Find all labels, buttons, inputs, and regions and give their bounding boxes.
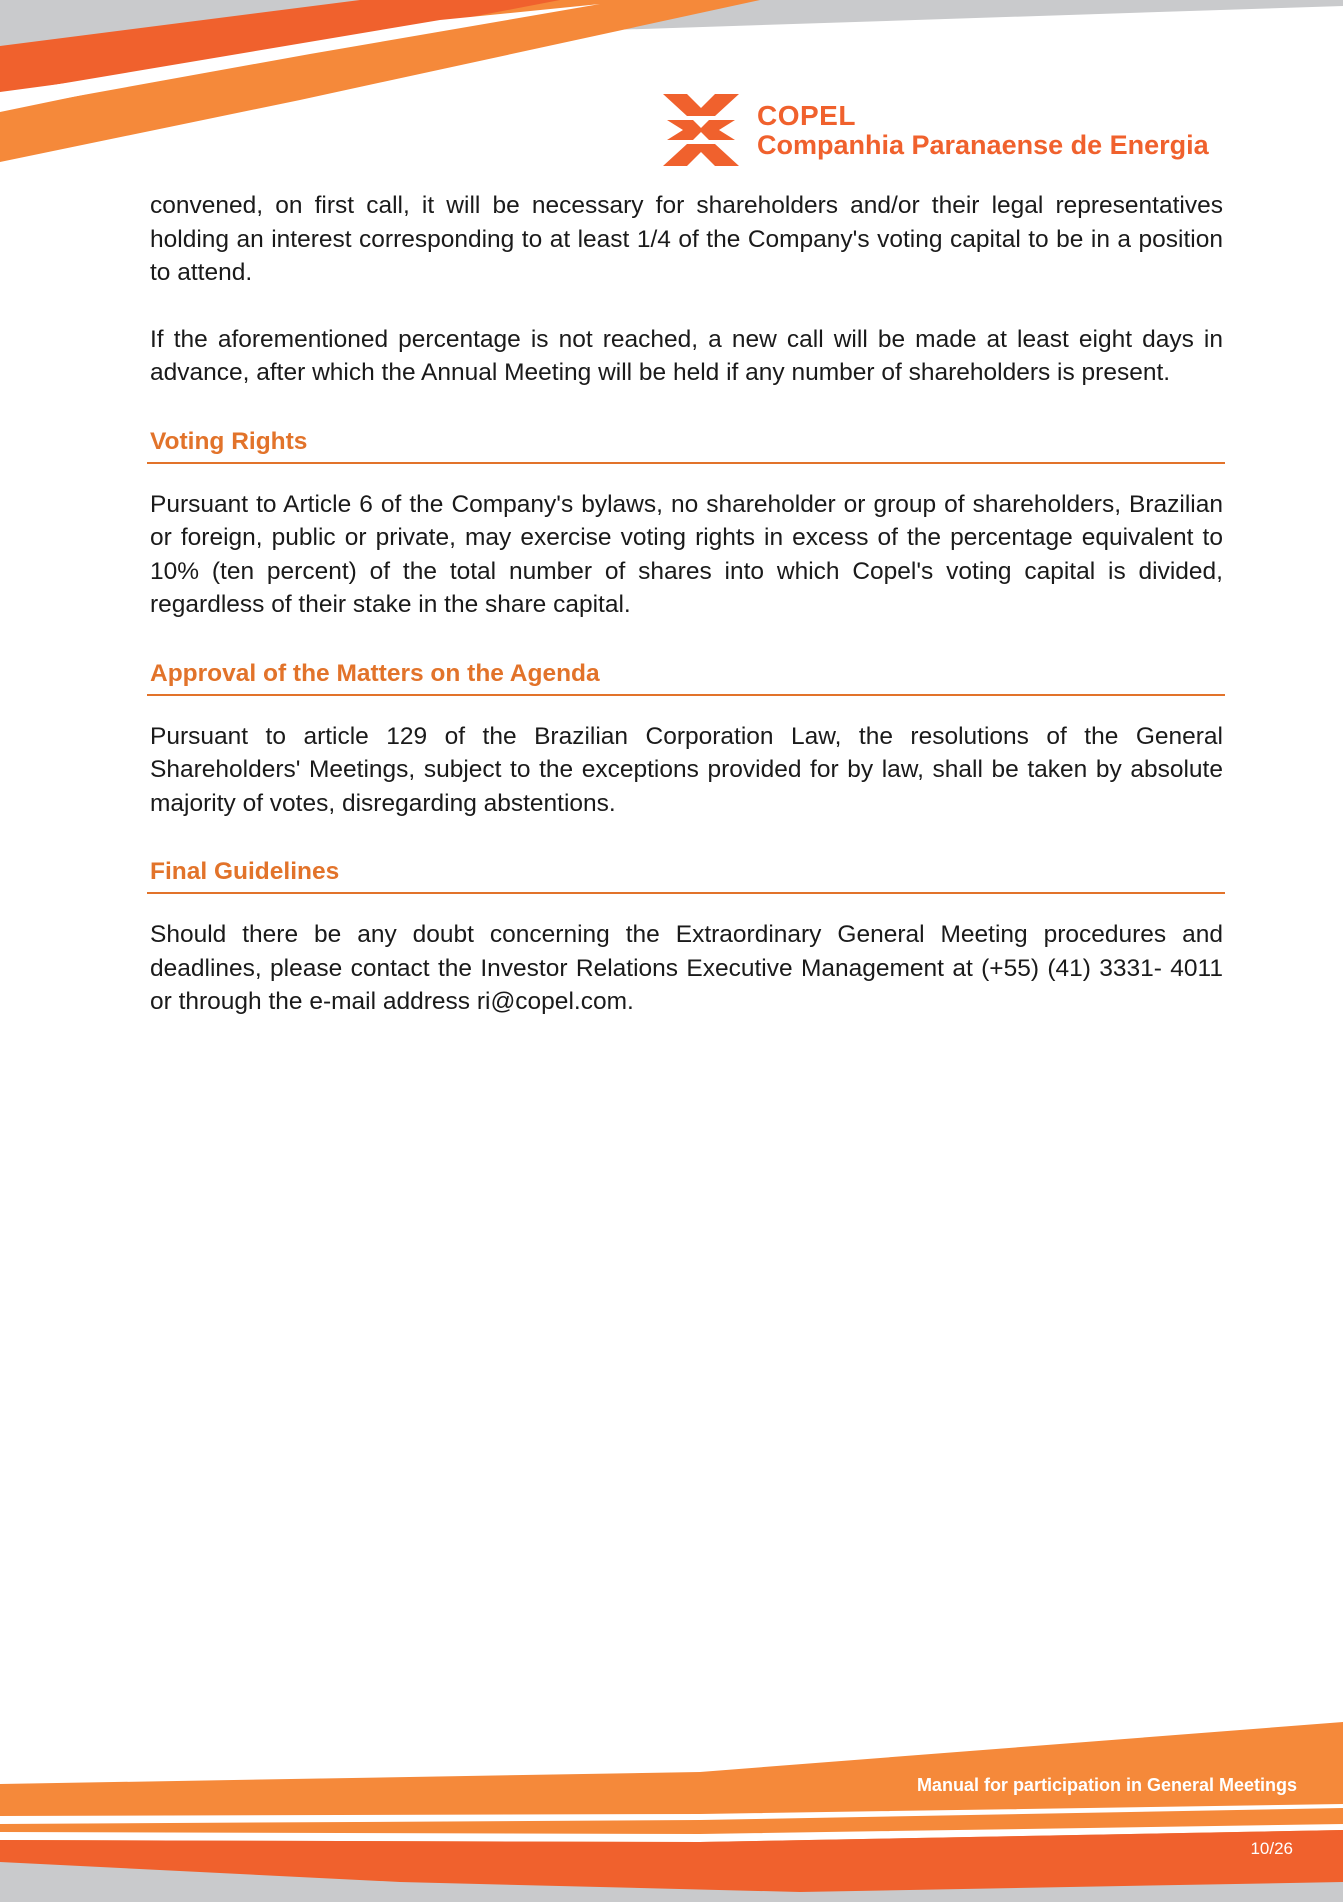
paragraph-second-call: If the aforementioned percentage is not reached, a new call will be made at least eight days in advance, after which the Annual Meeting will be held if any number of shareholders is present. — [150, 325, 1223, 386]
logo-subtitle: Companhia Paranaense de Energia — [757, 129, 1209, 160]
document-body — [150, 189, 1223, 1019]
paragraph-voting-rights: Pursuant to Article 6 of the Company's bylaws, no shareholder or group of shareholders, Brazilian or foreign, public or private, may exercise voting rights in excess of the percentage equivalent to 10% (ten percent) of the total number of shares into which Copel's voting capital is divided, regardless of their stake in the share capital. — [150, 490, 1223, 618]
company-logo — [663, 94, 1209, 166]
page-number: 10/26 — [1250, 1839, 1293, 1858]
logo-name: COPEL — [757, 100, 856, 132]
paragraph-approval-agenda: Pursuant to article 129 of the Brazilian Corporation Law, the resolutions of the General Shareholders' Meetings, subject to the exceptions provided for by law, shall be taken by absolute majority of votes, disregarding abstentions. — [150, 722, 1223, 817]
copel-logo-icon — [663, 94, 739, 166]
heading-voting-rights: Voting Rights — [150, 427, 308, 455]
paragraph-quorum: convened, on first call, it will be necessary for shareholders and/or their legal representatives holding an interest corresponding to at least 1/4 of the Company's voting capital to be in a position to attend. — [150, 192, 1223, 286]
footer-title: Manual for participation in General Meetings — [916, 1775, 1297, 1795]
paragraph-final-guidelines: Should there be any doubt concerning the Extraordinary General Meeting procedures and deadlines, please contact the Investor Relations Executive Management at (+55) (41) 3331- 4011 or through the e-mail address ri@copel.com. — [150, 921, 1223, 1015]
heading-final-guidelines: Final Guidelines — [150, 858, 340, 885]
heading-approval-agenda: Approval of the Matters on the Agenda — [150, 659, 600, 687]
footer-swoosh — [0, 1712, 1343, 1902]
